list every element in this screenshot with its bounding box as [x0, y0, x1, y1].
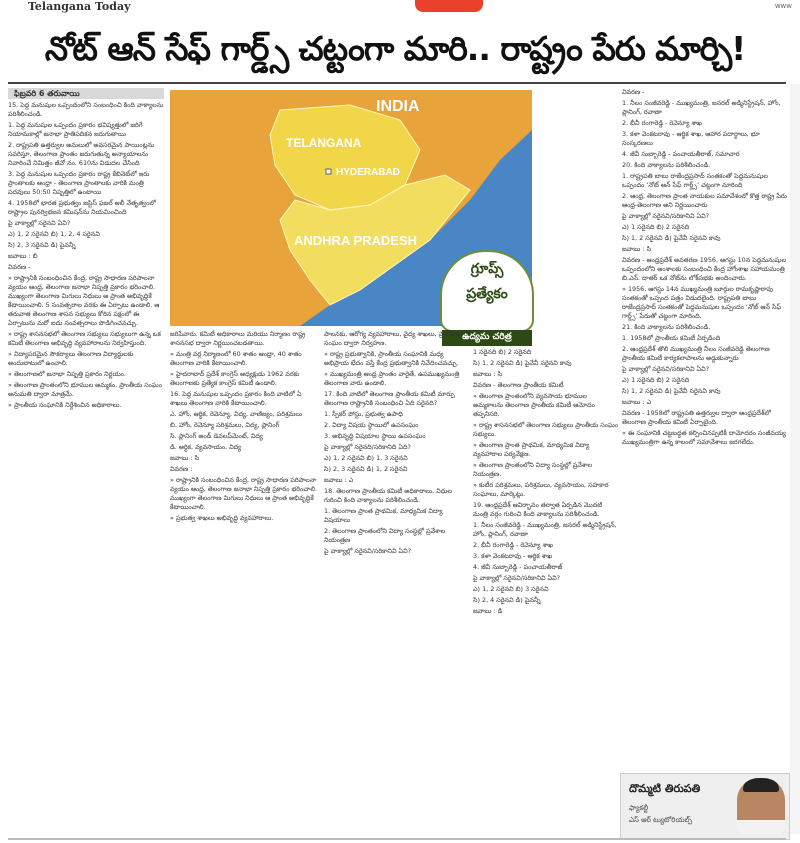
- paragraph: 1. 1958లో ప్రాంతీయ కమిటీ ఏర్పడింది: [622, 334, 721, 342]
- paragraph: సి) 1, 2 సరైనవి డి) పైవేవీ సరైనవి కావు: [622, 234, 721, 242]
- paragraph: వివరణ -: [8, 263, 31, 271]
- paragraph: 16. పెద్ద మనుషుల ఒప్పందం ప్రకారం కింది వాటిలో ఏ శాఖలు తెలంగాణ వారికి కేటాయించాలి.: [170, 390, 302, 407]
- paragraph: పై వాక్యాల్లో సరైనవి/సరికానివి ఏవి?: [324, 547, 412, 555]
- paragraph: ఎ) 1, 2 సరైనవి బి) 1, 2, 4 సరైనవి: [8, 230, 100, 238]
- paragraph: » రాష్ట్రానికి సంబంధించిన కేంద్ర, రాష్ట్ర సాధారణ పరిపాలనా వ్యయం ఆంధ్ర, తెలంగాణ జనాభా నిష్పత్తి ప్రకారం భరించాలి. ముఖ్యంగా తెలంగాణ మిగులు నిధులు ఆ ప్రాంత అభివృద్ధికే కేటాయించాలి.: [170, 476, 318, 511]
- author-hair: [743, 778, 779, 792]
- paragraph: » 1956, ఆగస్టు 14న ముఖ్యమంత్రి బూర్గుల రామకృష్ణారావు సంతకంతో ఒప్పంద పత్రం విడుదలైంది. రాష్ట్రపతి బాబు రాజేంద్రప్రసాద్ సంతకంతో పెద్దమనుషుల ఒప్పందం ‘నోట్ ఆన్ సేఫ్ గార్డ్స్’ పేరుతో చట్టంగా మారింది.: [622, 285, 782, 320]
- paragraph: వివరణ - తెలంగాణ ప్రాంతీయ కమిటీ: [473, 381, 564, 389]
- paragraph: » తెలంగాణలో జనాభా నిష్పత్తి ప్రకారం నిర్ణయం.: [8, 370, 126, 378]
- paragraph: 3. అభివృద్ధి విషయాల స్థాయి ఉపసంఘం: [324, 432, 426, 440]
- paragraph: 3. కళా వెంకటరావు - ఆర్థిక శాఖ, ఆహార పదార్థాలు, భూ సంస్కరణలు: [622, 130, 760, 147]
- paragraph: 2. విద్యా విషయ స్థాయిలో ఉపసంఘం: [324, 421, 419, 429]
- paragraph: 3. పెద్ద మనుషుల ఒప్పందం ప్రకారం రాష్ట్ర కేబినెట్‌లో ఇరు ప్రాంతాలకు ఆంధ్రా - తెలంగాణ ప్రాంతాలకు వారికి మంత్రి పదవులు 50:50 నిష్పత్తిలో ఉంటాయి: [8, 170, 150, 196]
- paragraph: 1. తెలంగాణ ప్రాంత ప్రాథమిక, మాధ్యమిక విద్యా విషయాలు: [324, 507, 443, 524]
- paragraph: » తెలంగాణ ప్రాంతంలోని భూముల అమ్మకం, ప్రాంతీయ సంఘం అనుమతి ద్వారా మాత్రమే.: [8, 381, 162, 398]
- paper-logo: [415, 0, 483, 12]
- paragraph: ఎ) 1 సరైనది బి) 2 సరైనది: [622, 223, 690, 231]
- paragraph: బి. హోం, రెవెన్యూ పరిశ్రమలు, విద్య, ప్లానింగ్: [170, 421, 280, 429]
- paragraph: » ప్రభుత్వ శాఖలు అభివృద్ధి వ్యవహారాలు.: [170, 514, 274, 522]
- paragraph: పై వాక్యాల్లో సరైనది/సరికానిది ఏది?: [324, 443, 411, 451]
- paragraph: » ముఖ్యమంత్రి ఆంధ్ర ప్రాంతం వారైతే, ఉపముఖ్యమంత్రి తెలంగాణ వారు ఉండాలి.: [324, 370, 460, 387]
- paragraph: పై వాక్యాల్లో సరైనవి ఏవి?: [8, 219, 71, 227]
- paragraph: వివరణ - 1958లో రాష్ట్రపతి ఉత్తర్వుల ద్వారా ఆంధ్రప్రదేశ్‌లో తెలంగాణ ప్రాంతీయ కమిటీ ఏర్పాటైంది.: [622, 409, 771, 426]
- map-label-telangana: TELANGANA: [286, 136, 362, 150]
- paragraph: ఎ) 1, 2 సరైనవి బి) 1, 3 సరైనవి: [324, 454, 408, 462]
- paragraph: 3. కళా వెంకటరావు - ఆర్థిక శాఖ: [473, 552, 553, 560]
- masthead: [0, 0, 800, 18]
- paragraph: » తెలంగాణ ప్రాంతంలోని వ్యవసాయ భూముల అమ్మకాలను తెలంగాణ ప్రాంతీయ కమిటీ ఆమోదం తప్పనిసరి.: [473, 392, 595, 418]
- paragraph: ఎ. హోం, ఆర్థిక, రెవెన్యూ, విద్య, వాణిజ్యం, పరిశ్రమలు: [170, 410, 303, 418]
- groups-special-badge: [440, 250, 534, 342]
- paragraph: 1. స్పీకర్ పోస్టు, ప్రభుత్వ ఉపాధి: [324, 410, 403, 418]
- paragraph: » తెలంగాణ ప్రాంతంలోని విద్యా సంస్థల్లో ప్రవేశాల నియంత్రణ.: [473, 461, 593, 478]
- paragraph: డి. ఆర్థిక, వ్యవసాయం, విద్య: [170, 443, 242, 451]
- article-column-4: [473, 348, 618, 833]
- paragraph: పై వాక్యాల్లో సరైనవి/సరికానివి ఏవి?: [622, 365, 710, 373]
- paragraph: 4. 1958లో భారత ప్రభుత్వం జస్టిస్ ఫజల్ అలీ నేతృత్వంలో రాష్ట్రాల పునర్విభజన కమిషన్‌ను నియమించింది: [8, 199, 156, 216]
- author-photo: [737, 778, 785, 834]
- hyderabad-marker: [326, 169, 331, 174]
- article-column-5: [622, 88, 788, 768]
- paragraph: 4. జీవీ సుబ్బారెడ్డి - పంచాయతీరాజ్, సమాచార: [622, 150, 740, 158]
- paragraph: » ఈ సంఘానికి చట్టబద్ధత కల్పించినప్పటికీ దామోదరం సంజీవయ్య ముఖ్యమంత్రిగా ఉన్న కాలంలో సమావేశాలు జరగలేదు.: [622, 429, 786, 446]
- paragraph: » కుటీర పరిశ్రమలు, పరిశ్రమలు, వ్యవసాయం, సహకార సంఘాలు, మార్కెట్లు.: [473, 481, 609, 498]
- paragraph: పై వాక్యాల్లో సరైనవి/సరికానివి ఏవి?: [622, 212, 710, 220]
- paragraph: 2. ఆంధ్రప్రదేశ్ తొలి ముఖ్యమంత్రి నీలం సంజీవరెడ్డి తెలంగాణ ప్రాంతీయ కమిటీ కార్యకలాపాలను అడ్డుకున్నారు: [622, 345, 770, 362]
- author-box: [620, 773, 790, 840]
- paragraph: » మంత్రి వర్గ నిర్మాణంలో 60 శాతం ఆంధ్రా, 40 శాతం తెలంగాణ వారికి కేటాయించాలి.: [170, 350, 302, 367]
- paragraph: జవాబు : సి: [622, 245, 652, 253]
- author-name: దొమ్మటి తిరుపతి: [629, 782, 701, 795]
- paragraph: 15. పెద్ద మనుషుల ఒప్పందంలోని సంబంధించి కింది వాక్యాలను పరిశీలించండి.: [8, 101, 164, 118]
- paragraph: సి. ప్లానింగ్ అండ్ డెవలప్‌మెంట్, విద్య: [170, 432, 263, 440]
- paragraph: జవాబు : బి: [8, 252, 38, 260]
- paragraph: వివరణ :: [170, 465, 193, 473]
- badge-title-1: గ్రూప్స్: [470, 261, 504, 277]
- map-label-andhra: ANDHRA PRADESH: [294, 233, 418, 248]
- paragraph: 1 సరైనది బి) 2 సరైనది: [473, 348, 532, 356]
- paragraph: 1. పెద్ద మనుషుల ఒప్పందం ప్రకారం భవిష్యత్తులో జరిగే నియామకాల్లో జనాభా ప్రాతిపదికన జరుగుతాయి: [8, 121, 143, 138]
- paragraph: » విద్యాపరమైన సౌకర్యాలు తెలంగాణ విద్యార్థులకు అందుబాటులో ఉంచాలి.: [8, 350, 134, 367]
- article-column-3: [324, 330, 469, 833]
- paragraph: సి) 2, 3 సరైనవి డి) పైవన్నీ: [8, 241, 76, 249]
- page-headline: నోట్ ఆన్ సేఫ్ గార్డ్స్ చట్టంగా మారి.. రాష్ట్రం పేరు మార్చి!: [44, 29, 746, 68]
- paragraph: జవాబు : ఎ: [324, 476, 354, 484]
- paragraph: » ప్రాంతీయ సంఘానికి నిర్దేశించిన అధికారాలు.: [8, 401, 122, 409]
- paragraph: సి) 1, 2 సరైనవి డి) పైవేవీ సరైనవి కావు: [622, 387, 721, 395]
- paper-name: Telangana Today: [28, 0, 131, 13]
- paragraph: పాలనకు, ఆరోగ్య వ్యవహారాలు, వైద్య శాఖలు, ప్రాంతీయ సంఘం ద్వారా నిర్వహణ.: [324, 330, 462, 347]
- paragraph: 2. బీవీ రంగారెడ్డి - రెవెన్యూ శాఖ: [622, 119, 702, 127]
- paragraph: సి) 2, 3 సరైనవి డి) 1, 2 సరైనవి: [324, 465, 408, 473]
- paragraph: జవాబు : సి: [170, 454, 200, 462]
- paragraph: 2. బీవీ రంగారెడ్డి - రెవెన్యూ శాఖ: [473, 541, 553, 549]
- paragraph: 20. కింది వాక్యాలను పరిశీలించండి.: [622, 161, 711, 169]
- paragraph: 1. రాష్ట్రపతి బాబు రాజేంద్రప్రసాద్ సంతకంతో పెద్దమనుషుల ఒప్పందం ‘నోట్ ఆన్ సేఫ్ గార్డ్స్’ చట్టంగా మారింది: [622, 172, 768, 189]
- author-org: ఎస్ ఆర్ ట్యుటోరియల్స్: [629, 816, 693, 824]
- article-column-2: [170, 330, 320, 833]
- map-label-hyderabad: HYDERABAD: [336, 167, 400, 178]
- paragraph: ఎ) 1 సరైనది బి) 2 సరైనది: [622, 376, 690, 384]
- paragraph: పై వాక్యాల్లో సరైనవి/సరికానివి ఏవి?: [473, 574, 561, 582]
- website-text: www: [774, 2, 792, 10]
- paragraph: 19. ఆంధ్రప్రదేశ్ ఆవిర్భావం తర్వాత ఏర్పడిన మొదటి మంత్రి వర్గం గురించి కింది వాక్యాలను పరిశీలించండి.: [473, 501, 603, 518]
- paragraph: » రాష్ట్ర ప్రభుత్వానికి, ప్రాంతీయ సంఘానికి మధ్య అభిప్రాయ భేదం వస్తే కేంద్ర ప్రభుత్వానికి నివేదించవచ్చు.: [324, 350, 459, 367]
- paragraph: » రాష్ట్ర శాసనసభలో తెలంగాణ సభ్యులు ప్రాంతీయ సంఘం సభ్యులు.: [473, 421, 618, 438]
- paragraph: సి) 1, 2 సరైనవి డి) పైవేవీ సరైనవి కావు: [473, 359, 572, 367]
- paragraph: 1. నీలం సంజీవరెడ్డి - ముఖ్యమంత్రి, జనరల్ అడ్మినిస్ట్రేషన్, హోం, ప్లానింగ్, రవాణా: [473, 521, 617, 538]
- paragraph: ఫిబ్రవరి 6 తరువాయి: [8, 88, 164, 99]
- paragraph: జవాబు : సి: [473, 370, 503, 378]
- bottom-divider: [8, 838, 786, 840]
- paragraph: 4. జీవీ సుబ్బారెడ్డి - పంచాయతీరాజ్: [473, 563, 563, 571]
- paragraph: 2. ఆంధ్ర, తెలంగాణ ప్రాంత నాయకుల సమావేశంలో కొత్త రాష్ట్ర పేరు ఆంధ్ర-తెలంగాణ అని నిర్ణయించారు: [622, 192, 787, 209]
- paragraph: జవాబు : డి: [473, 607, 503, 615]
- paragraph: » రాష్ట్రానికి సంబంధించిన కేంద్ర, రాష్ట్ర సాధారణ పరిపాలనా వ్యయం ఆంధ్ర, తెలంగాణ జనాభా నిష్పత్తి ప్రకారం భరించాలి. ముఖ్యంగా తెలంగాణ మిగులు నిధులు ఆ ప్రాంత అభివృద్ధికే కేటాయించాలి. 5 సంవత్సరాల వరకు ఈ ఏర్పాటు ఉండాలి. ఆ తరువాత తెలంగాణ శాసన సభ్యులు కోరిన పక్షంలో ఈ ఏర్పాటును మరో ఐదు సంవత్సరాలు పొడిగించవచ్చు.: [8, 274, 160, 327]
- paragraph: సి) 2, 4 సరైనవి డి) పైవన్నీ: [473, 596, 541, 604]
- paragraph: 2. తెలంగాణ ప్రాంతంలోని విద్యా సంస్థల్లో ప్రవేశాల నియంత్రణ: [324, 527, 446, 544]
- map-label-india: INDIA: [376, 98, 420, 115]
- badge-title-2: ప్రత్యేకం: [466, 286, 508, 302]
- paragraph: వివరణ - ఆంధ్రప్రదేశ్ అవతరణ 1956, ఆగస్టు 10న పెద్దమనుషుల ఒప్పందంలోని అంశాలకు సంబంధించి కేంద్ర హోంశాఖ సహాయమంత్రి బి.ఎన్. దాతర్ ఒక నోట్‌ను లోక్‌సభకు అందించారు.: [622, 256, 787, 282]
- paragraph: 17. కింది వాటిలో తెలంగాణ ప్రాంతీయ కమిటీ మార్పు తెలంగాణ రాష్ట్రానికి సంబంధించి ఏది సరైనది?: [324, 390, 455, 407]
- paragraph: » తెలంగాణ ప్రాంత ప్రాథమిక, మాధ్యమిక విద్యా వ్యవహారాల పర్యవేక్షణ.: [473, 441, 590, 458]
- paragraph: వివరణ -: [622, 88, 645, 96]
- author-shirt: [737, 820, 785, 834]
- paragraph: » రాష్ట్ర శాసనసభలో తెలంగాణ సభ్యులు సభ్యులుగా ఉన్న ఒక కమిటీ తెలంగాణ అభివృద్ధి వ్యవహారాలను నిర్వహిస్తుంది.: [8, 330, 161, 347]
- paragraph: 18. తెలంగాణ ప్రాంతీయ కమిటీ అధికారాలు, విధుల గురించి కింది వాక్యాలను పరిశీలించండి.: [324, 487, 452, 504]
- author-role: ఫ్యాకల్టీ: [629, 804, 649, 812]
- paragraph: జవాబు : ఎ: [622, 398, 652, 406]
- adjacent-page-strip: [790, 84, 800, 834]
- paragraph: 2. రాష్ట్రపతి ఉత్తర్వుల అమలులో అవసరమైన పాయింట్లను సవరిస్తూ, తెలంగాణ ప్రాంతం జరుగుతున్న అన్యాయాలను నివారించే నిమిత్తం జీవో నం. 610ను విడుదల చేసింది: [8, 141, 155, 167]
- article-column-1: [8, 88, 164, 833]
- paragraph: జరిపేవారు. కమిటీ అధికారాలు మరియు నిర్మాణం రాష్ట్ర శాసనసభ ద్వారా నిర్ణయించబడతాయి.: [170, 330, 306, 347]
- paragraph: 21. కింది వాక్యాలను పరిశీలించండి.: [622, 323, 711, 331]
- paragraph: 1. నీలం సంజీవరెడ్డి - ముఖ్యమంత్రి, జనరల్ అడ్మినిస్ట్రేషన్, హోం, ప్లానింగ్, రవాణా: [622, 99, 781, 116]
- paragraph: » హైదరాబాద్ ప్రదేశ్ కాంగ్రెస్ అధ్యక్షుడు 1962 వరకు తెలంగాణకు ప్రత్యేక కాంగ్రెస్ కమిటీ ఉండాలి.: [170, 370, 300, 387]
- badge-subtitle: ఉద్యమ చరిత్ర: [442, 330, 532, 346]
- paragraph: ఎ) 1, 2 సరైనవి బి) 3 సరైనవి: [473, 585, 549, 593]
- headline-divider: [8, 82, 786, 84]
